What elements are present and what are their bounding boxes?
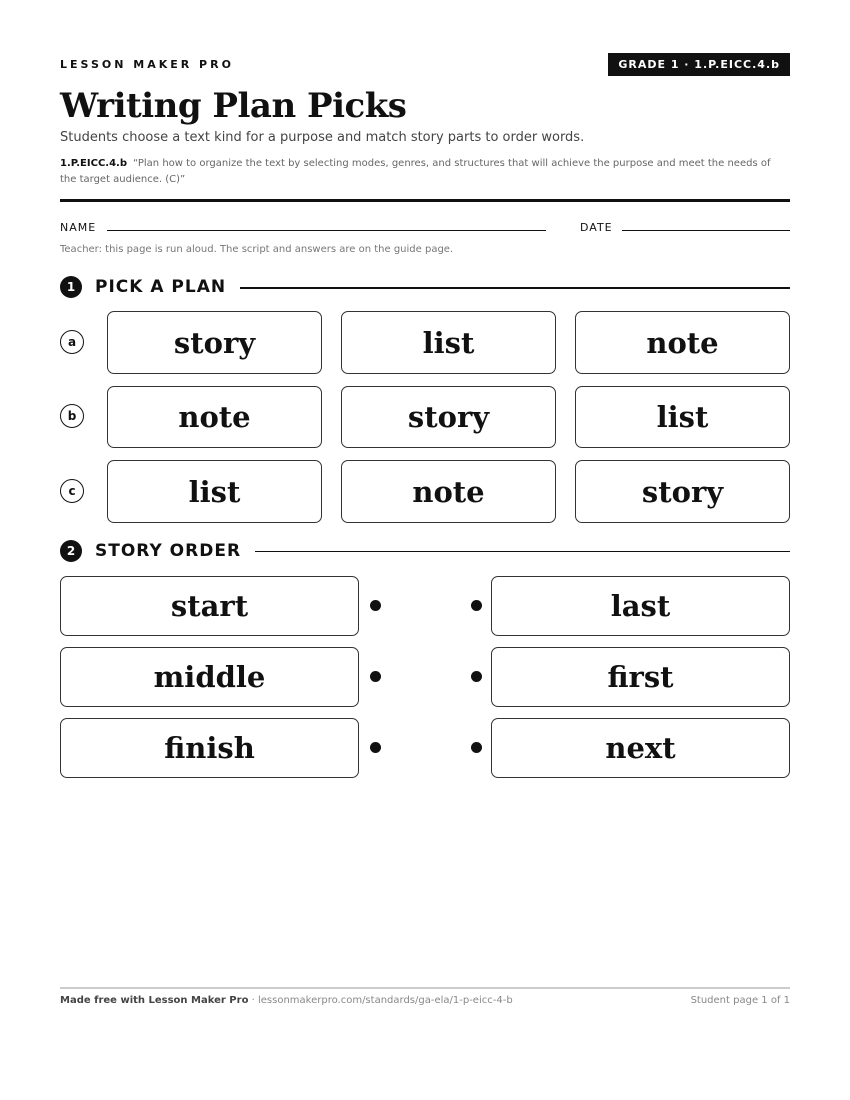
header-divider <box>60 199 790 202</box>
match-dot-right-3[interactable] <box>471 742 482 753</box>
match-dot-right-1[interactable] <box>471 600 482 611</box>
choice-a-note[interactable]: note <box>575 311 790 374</box>
standard-text: “Plan how to organize the text by selecting modes, genres, and structures that will achieve the purpose and meet the needs of the target audience. (C)” <box>60 158 771 185</box>
footer-url[interactable]: · lessonmakerpro.com/standards/ga-ela/1-p-eicc-4-b <box>248 995 513 1006</box>
choice-b-story[interactable]: story <box>341 386 556 448</box>
order-right-first[interactable]: first <box>491 647 790 707</box>
order-right-last[interactable]: last <box>491 576 790 636</box>
choice-c-story[interactable]: story <box>575 460 790 523</box>
order-left-finish[interactable]: finish <box>60 718 359 778</box>
grade-badge: GRADE 1 · 1.P.EICC.4.b <box>608 53 790 76</box>
footer-page-number: Student page 1 of 1 <box>690 995 790 1006</box>
page-subtitle: Students choose a text kind for a purpose and match story parts to order words. <box>60 130 585 145</box>
date-field[interactable] <box>622 230 790 231</box>
standard-description <box>60 156 790 188</box>
choice-b-note[interactable]: note <box>107 386 322 448</box>
name-field[interactable] <box>107 230 546 231</box>
order-right-next[interactable]: next <box>491 718 790 778</box>
standard-code: 1.P.EICC.4.b <box>60 158 127 169</box>
section-number-badge: 1 <box>60 276 82 298</box>
choice-c-note[interactable]: note <box>341 460 556 523</box>
order-left-start[interactable]: start <box>60 576 359 636</box>
choice-a-list[interactable]: list <box>341 311 556 374</box>
match-dot-left-3[interactable] <box>370 742 381 753</box>
footer-divider <box>60 987 790 989</box>
section-number-badge: 2 <box>60 540 82 562</box>
section-rule <box>255 551 790 552</box>
row-letter-b: b <box>60 404 84 428</box>
name-label: NAME <box>60 221 97 234</box>
date-label: DATE <box>580 221 613 234</box>
worksheet-page <box>60 0 790 1100</box>
match-dot-left-1[interactable] <box>370 600 381 611</box>
choice-a-story[interactable]: story <box>107 311 322 374</box>
footer-made-with: Made free with Lesson Maker Pro <box>60 995 249 1006</box>
choice-c-list[interactable]: list <box>107 460 322 523</box>
match-dot-left-2[interactable] <box>370 671 381 682</box>
teacher-note: Teacher: this page is run aloud. The script and answers are on the guide page. <box>60 244 454 255</box>
section-title: STORY ORDER <box>95 541 242 561</box>
choice-b-list[interactable]: list <box>575 386 790 448</box>
page-title: Writing Plan Picks <box>60 86 407 126</box>
match-dot-right-2[interactable] <box>471 671 482 682</box>
section-story-order-header <box>60 540 790 564</box>
section-pick-a-plan-header <box>60 276 790 300</box>
order-left-middle[interactable]: middle <box>60 647 359 707</box>
row-letter-c: c <box>60 479 84 503</box>
row-letter-a: a <box>60 330 84 354</box>
section-rule <box>240 287 790 289</box>
footer-credit <box>60 995 513 1006</box>
section-title: PICK A PLAN <box>95 277 227 297</box>
brand-name: LESSON MAKER PRO <box>60 58 234 71</box>
